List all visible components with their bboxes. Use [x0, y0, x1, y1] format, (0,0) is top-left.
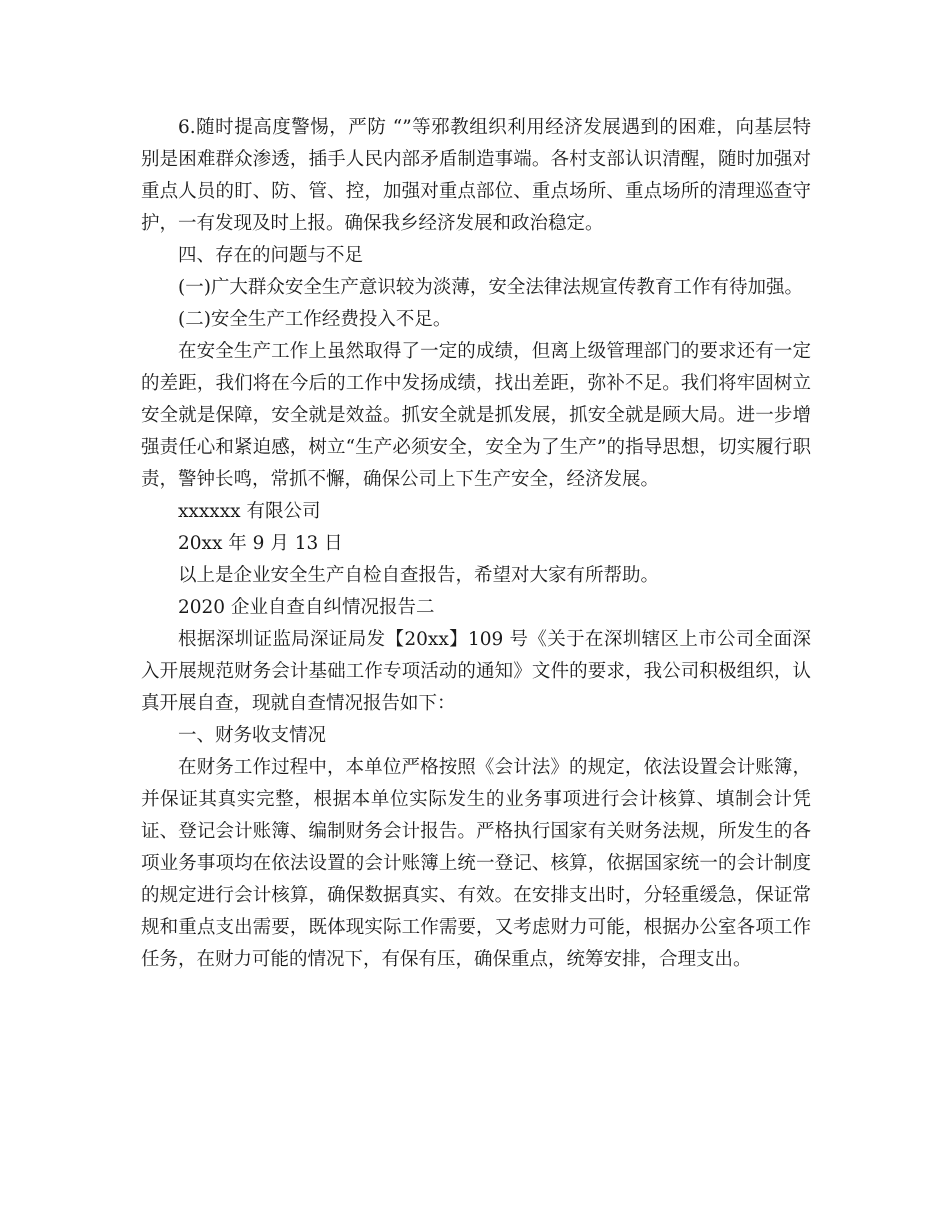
section-heading-problems: 四、存在的问题与不足 [178, 245, 364, 266]
signature-company: xxxxxx 有限公司 [178, 501, 321, 522]
paragraph-item-funding: (二)安全生产工作经费投入不足。 [178, 309, 452, 330]
signature-date: 20xx 年 9 月 13 日 [178, 533, 343, 554]
report-title-two: 2020 企业自查自纠情况报告二 [178, 597, 435, 618]
paragraph-item-vigilance: 6.随时提高度警惕，严防 “”等邪教组织利用经济发展遇到的困难，向基层特别是困难群众渗透，插手人民内部矛盾制造事端。各村支部认识清醒，随时加强对重点人员的盯、防、管、控，加强对重点部位、重点场所、重点场所的清理巡查守护，一有发现及时上报。确保我乡经济发展和政治稳定。 [141, 117, 811, 234]
document-body [141, 112, 811, 976]
closing-note: 以上是企业安全生产自检自查报告，希望对大家有所帮助。 [178, 565, 660, 586]
paragraph-finance-detail: 在财务工作过程中，本单位严格按照《会计法》的规定，依法设置会计账簿，并保证其真实完整，根据本单位实际发生的业务事项进行会计核算、填制会计凭证、登记会计账簿、编制财务会计报告。严格执行国家有关财务法规，所发生的各项业务事项均在依法设置的会计账簿上统一登记、核算，依据国家统一的会计制度的规定进行会计核算，确保数据真实、有效。在安排支出时，分轻重缓急，保证常规和重点支出需要，既体现实际工作需要，又考虑财力可能，根据办公室各项工作任务，在财力可能的情况下，有保有压，确保重点，统筹安排，合理支出。 [141, 757, 811, 970]
section-heading-finance: 一、财务收支情况 [178, 725, 327, 746]
paragraph-conclusion: 在安全生产工作上虽然取得了一定的成绩，但离上级管理部门的要求还有一定的差距，我们将在今后的工作中发扬成绩，找出差距，弥补不足。我们将牢固树立安全就是保障，安全就是效益。抓安全就是抓发展，抓安全就是顾大局。进一步增强责任心和紧迫感，树立“生产必须安全，安全为了生产”的指导思想，切实履行职责，警钟长鸣，常抓不懈，确保公司上下生产安全，经济发展。 [141, 341, 811, 490]
paragraph-item-awareness: (一)广大群众安全生产意识较为淡薄，安全法律法规宣传教育工作有待加强。 [178, 277, 803, 298]
paragraph-intro: 根据深圳证监局深证局发【20xx】109 号《关于在深圳辖区上市公司全面深入开展规范财务会计基础工作专项活动的通知》文件的要求，我公司积极组织，认真开展自查，现就自查情况报告如下： [141, 629, 811, 714]
